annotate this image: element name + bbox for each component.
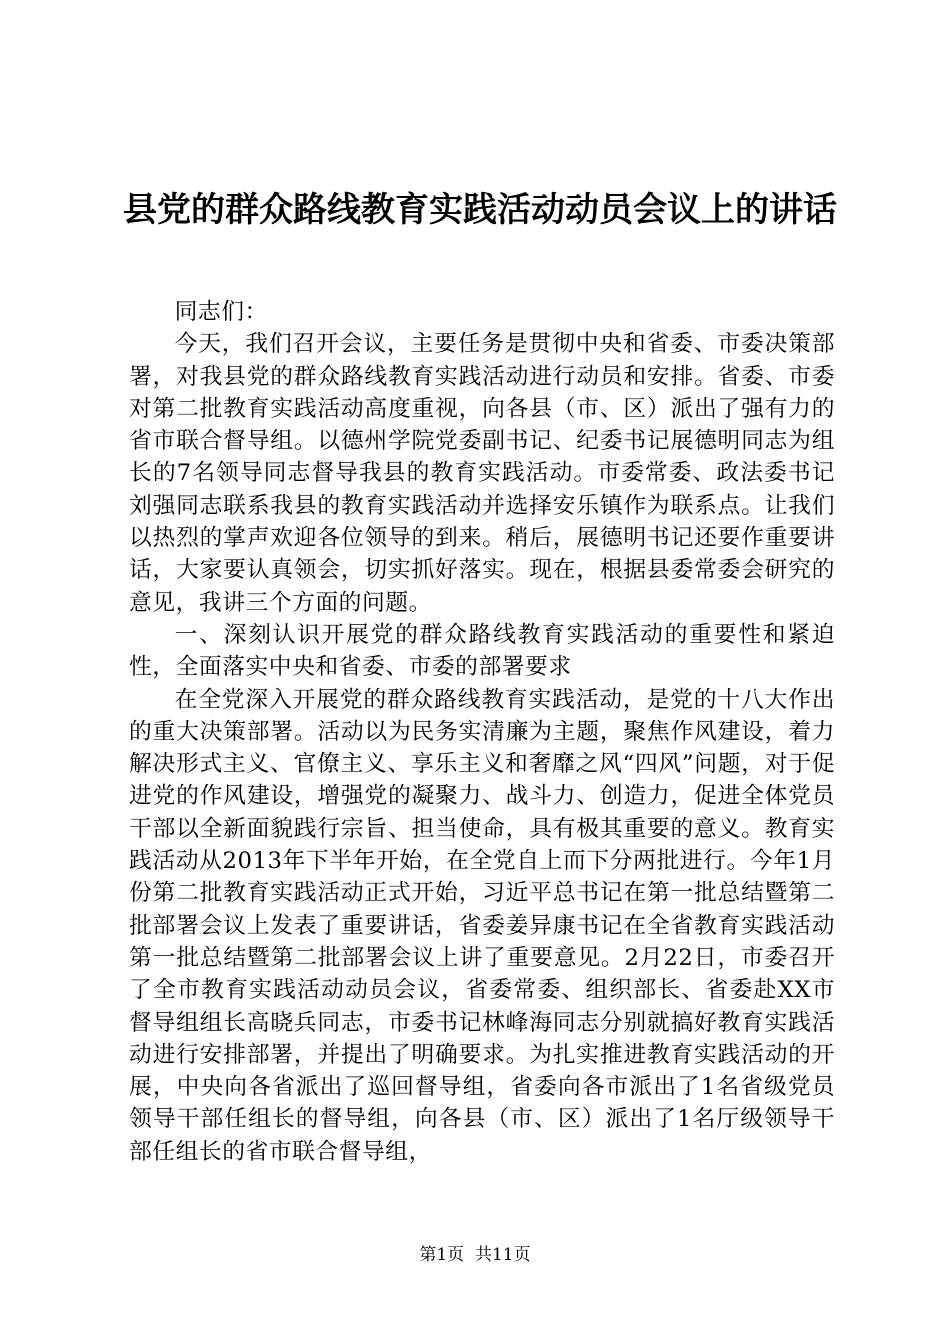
section-heading-1: 一、深刻认识开展党的群众路线教育实践活动的重要性和紧迫性，全面落实中央和省委、市委的部署要求 — [129, 621, 835, 681]
page-number-label: 第1页 共11页 — [419, 1245, 531, 1265]
page-footer — [0, 1243, 950, 1267]
paragraph-intro: 今天，我们召开会议，主要任务是贯彻中央和省委、市委决策部署，对我县党的群众路线教育实践活动进行动员和安排。省委、市委对第二批教育实践活动高度重视，向各县（市、区）派出了强有力的省市联合督导组。以德州学院党委副书记、纪委书记展德明同志为组长的7名领导同志督导我县的教育实践活动。市委常委、政法委书记刘强同志联系我县的教育实践活动并选择安乐镇作为联系点。让我们以热烈的掌声欢迎各位领导的到来。稍后，展德明书记还要作重要讲话，大家要认真领会，切实抓好落实。现在，根据县委常委会研究的意见，我讲三个方面的问题。 — [129, 331, 835, 616]
paragraph-section-1: 在全党深入开展党的群众路线教育实践活动，是党的十八大作出的重大决策部署。活动以为民务实清廉为主题，聚焦作风建设，着力解决形式主义、官僚主义、享乐主义和奢靡之风“四风”问题，对于促进党的作风建设，增强党的凝聚力、战斗力、创造力，促进全体党员干部以全新面貌践行宗旨、担当使命，具有极其重要的意义。教育实践活动从2013年下半年开始，在全党自上而下分两批进行。今年1月份第二批教育实践活动正式开始，习近平总书记在第一批总结暨第二批部署会议上发表了重要讲话，省委姜异康书记在全省教育实践活动第一批总结暨第二批部署会议上讲了重要意见。2月22日，市委召开了全市教育实践活动动员会议，省委常委、组织部长、省委赴XX市督导组组长高晓兵同志，市委书记林峰海同志分别就搞好教育实践活动进行安排部署，并提出了明确要求。为扎实推进教育实践活动的开展，中央向各省派出了巡回督导组，省委向各市派出了1名省级党员领导干部任组长的督导组，向各县（市、区）派出了1名厅级领导干部任组长的省市联合督导组， — [129, 686, 835, 1165]
document-title: 县党的群众路线教育实践活动动员会议上的讲话 — [123, 190, 837, 230]
salutation: 同志们： — [174, 299, 268, 325]
document-body — [129, 296, 835, 1168]
